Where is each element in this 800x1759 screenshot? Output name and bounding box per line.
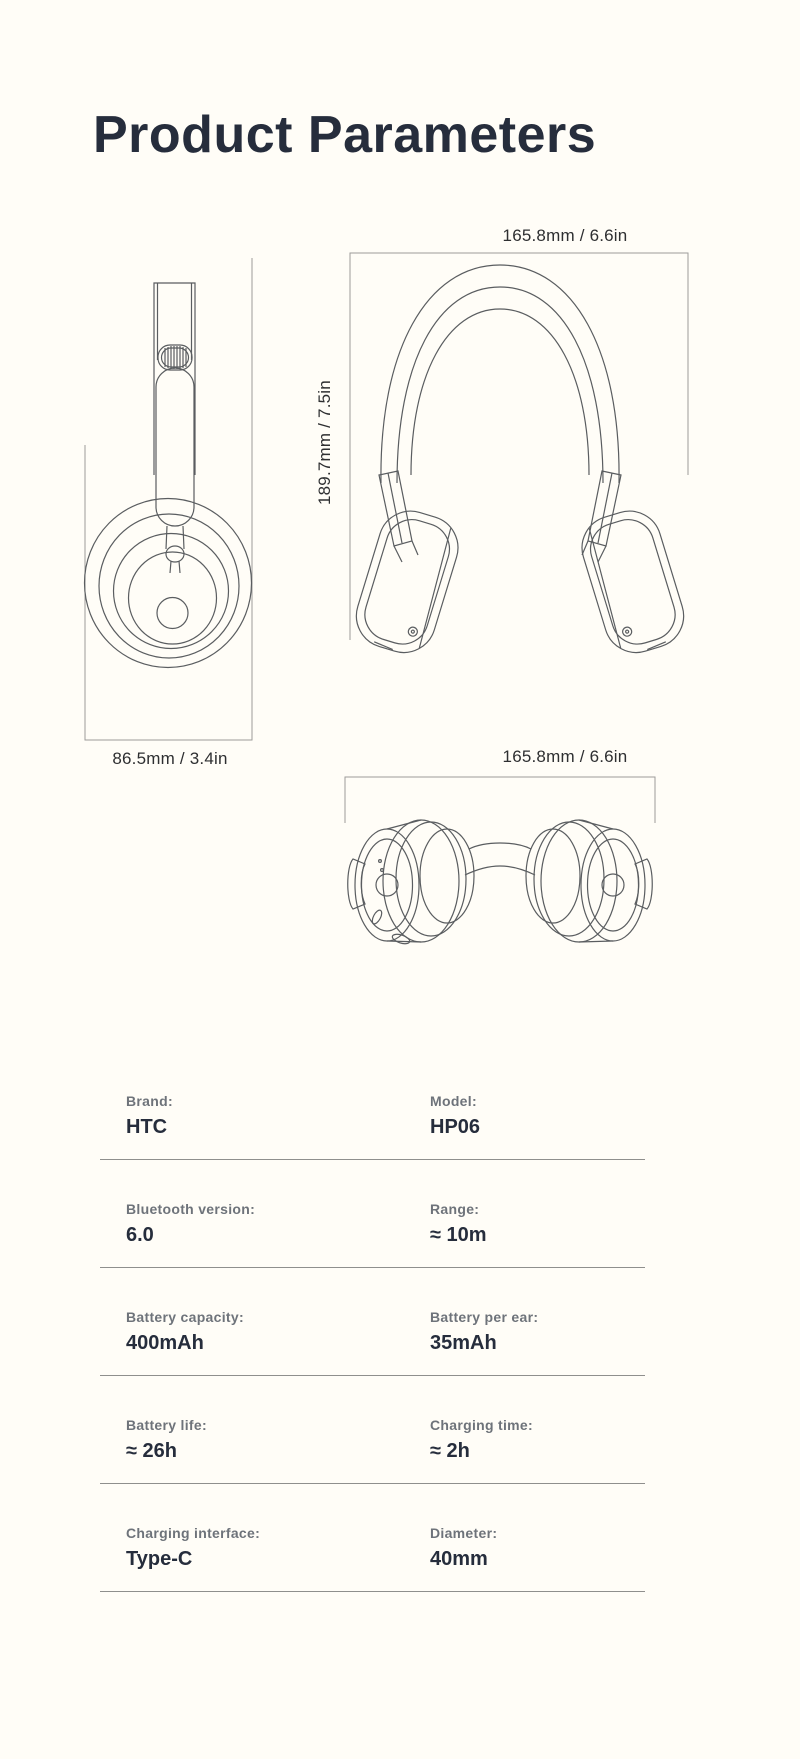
spec-table: [0, 1052, 800, 1592]
spec-cell-charging-interface: [126, 1525, 260, 1571]
spec-label: Brand:: [126, 1093, 173, 1109]
spec-value: 6.0: [126, 1224, 154, 1246]
spec-value: ≈ 26h: [126, 1440, 177, 1462]
top-width-dimension-label: 165.8mm / 6.6in: [502, 747, 628, 766]
side-view-illustration: [55, 235, 280, 780]
spec-cell-battery-life: [126, 1417, 207, 1463]
top-view-illustration: [335, 765, 665, 1015]
spec-label: Battery capacity:: [126, 1309, 244, 1325]
spec-cell-battery-per-ear: [430, 1309, 538, 1355]
spec-value: HTC: [126, 1116, 168, 1138]
front-right-ear-cup: [574, 503, 691, 660]
spec-cell-diameter: [430, 1525, 497, 1571]
spec-cell-bluetooth-version: [126, 1201, 255, 1247]
front-dimension-bracket: [350, 253, 688, 640]
spec-label: Diameter:: [430, 1525, 498, 1541]
spec-label: Battery per ear:: [430, 1309, 539, 1325]
spec-label: Charging time:: [430, 1417, 533, 1433]
top-right-ear-cup: [526, 820, 645, 942]
spec-row: [0, 1160, 800, 1268]
spec-label: Charging interface:: [126, 1525, 261, 1541]
spec-row: [0, 1484, 800, 1592]
front-width-dimension-label: 165.8mm / 6.6in: [502, 226, 628, 245]
spec-value: ≈ 2h: [430, 1440, 470, 1462]
top-left-ear-cup: [355, 820, 474, 946]
side-width-dimension-label: 86.5mm / 3.4in: [112, 749, 228, 768]
spec-cell-charging-time: [430, 1417, 533, 1463]
spec-label: Model:: [430, 1093, 477, 1109]
spec-cell-range: [430, 1201, 487, 1247]
spec-value: ≈ 10m: [430, 1224, 487, 1246]
spec-label: Battery life:: [126, 1417, 207, 1433]
spec-value: 35mAh: [430, 1332, 497, 1354]
spec-value: Type-C: [126, 1548, 193, 1570]
spec-value: HP06: [430, 1116, 481, 1138]
page-title: Product Parameters: [93, 105, 597, 164]
spec-cell-brand: [126, 1093, 173, 1139]
spec-value: 40mm: [430, 1548, 488, 1570]
side-headband: [154, 283, 195, 573]
front-left-ear-cup: [348, 503, 465, 660]
side-ear-cup: [85, 499, 252, 668]
front-height-dimension-label: 189.7mm / 7.5in: [315, 380, 334, 505]
spec-label: Bluetooth version:: [126, 1201, 256, 1217]
spec-cell-battery-capacity: [126, 1309, 244, 1355]
spec-label: Range:: [430, 1201, 480, 1217]
spec-row: [0, 1268, 800, 1376]
spec-cell-model: [430, 1093, 480, 1139]
front-headband: [379, 265, 621, 562]
spec-value: 400mAh: [126, 1332, 204, 1354]
spec-row: [0, 1376, 800, 1484]
spec-row: [0, 1052, 800, 1160]
row-divider: [100, 1591, 645, 1592]
front-view-illustration: [295, 225, 705, 665]
top-dimension-bracket: [345, 777, 655, 823]
